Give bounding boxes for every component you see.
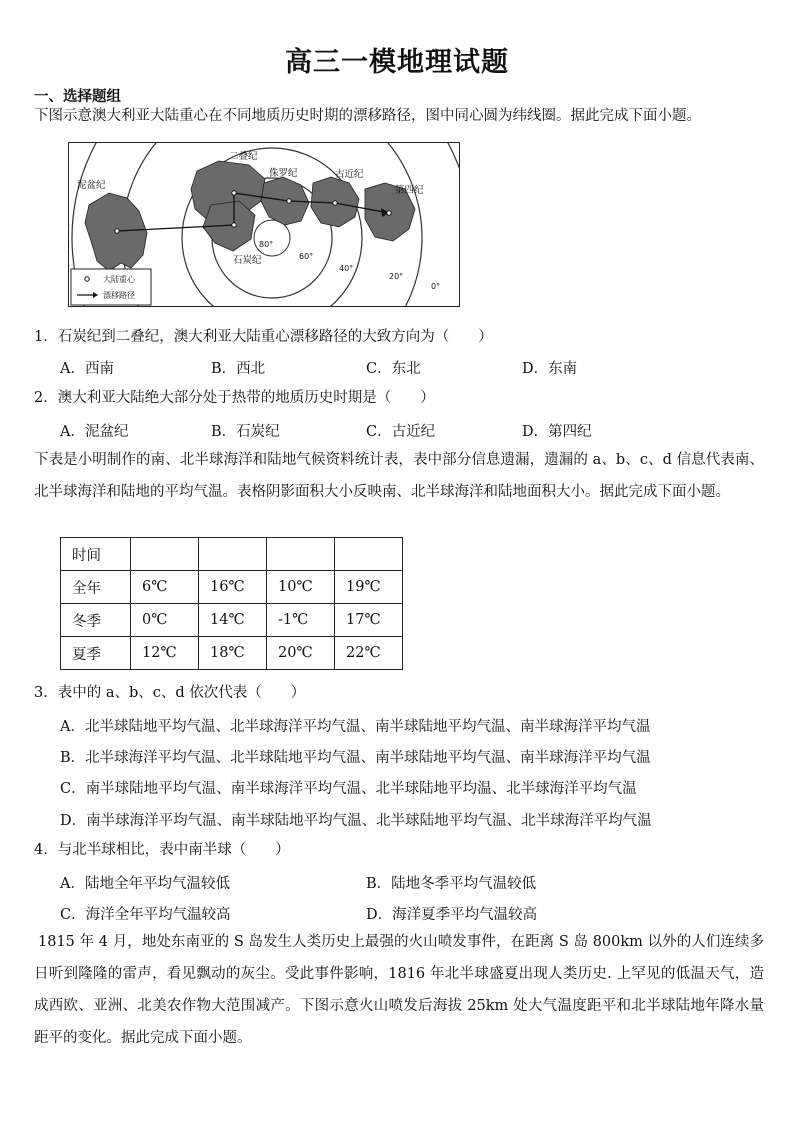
center-point — [232, 223, 236, 227]
legend-path-label: 漂移路径 — [103, 291, 135, 300]
table-cell: 6℃ — [131, 571, 199, 604]
drift-map-svg — [69, 143, 459, 306]
period-label: 泥盆纪 — [77, 180, 106, 191]
center-point — [387, 211, 391, 215]
latitude-label: 40° — [339, 264, 354, 273]
question-2-option-c[interactable]: C．古近纪 — [366, 424, 436, 440]
table-row — [61, 571, 403, 604]
intro-paragraph-3: 1815 年 4 月，地处东南亚的 S 岛发生人类历史上最强的火山喷发事件，在距离 S 岛 800km 以外的人们连续多日听到隆隆的雷声，看见飘动的灰尘。受此事件影响，1816 年北半球盛夏出现人类历史. 上罕见的低温天气，造成西欧、亚洲、北美农作物大范围减产。下图示意火山喷发后海拔 25km 处大气温度距平和北半球陆地年降水量距平的变化。据此完成下面小题。 — [34, 934, 764, 1046]
question-4-stem: 4．与北半球相比，表中南半球（ ） — [34, 842, 290, 858]
legend-center-label: 大陆重心 — [103, 275, 135, 284]
table-cell: 0℃ — [131, 604, 199, 637]
latitude-label: 0° — [431, 282, 441, 291]
period-label: 二叠纪 — [229, 151, 258, 162]
table-cell — [199, 538, 267, 571]
question-3-option-d[interactable]: D．南半球海洋平均气温、南半球陆地平均气温、北半球陆地平均气温、北半球海洋平均气温 — [60, 813, 652, 829]
center-point — [232, 191, 236, 195]
question-2-option-b[interactable]: B．石炭纪 — [211, 424, 280, 440]
table-cell: 16℃ — [199, 571, 267, 604]
question-1-option-c[interactable]: C．东北 — [366, 361, 421, 377]
intro-paragraph-1: 下图示意澳大利亚大陆重心在不同地质历史时期的漂移路径，图中同心圆为纬线圈。据此完成下面小题。 — [34, 108, 701, 124]
page-title: 高三一模地理试题 — [285, 47, 509, 78]
period-label: 侏罗纪 — [269, 168, 298, 179]
legend-center-symbol — [85, 277, 89, 281]
question-4-option-d[interactable]: D．海洋夏季平均气温较高 — [366, 907, 538, 923]
question-3-option-a[interactable]: A．北半球陆地平均气温、北半球海洋平均气温、南半球陆地平均气温、南半球海洋平均气温 — [60, 719, 651, 735]
table-cell — [335, 538, 403, 571]
question-4-option-a[interactable]: A．陆地全年平均气温较低 — [60, 876, 230, 892]
period-label: 第四纪 — [395, 185, 424, 196]
question-4-option-b[interactable]: B．陆地冬季平均气温较低 — [366, 876, 537, 892]
section-heading: 一、选择题组 — [34, 89, 121, 105]
question-2-option-a[interactable]: A．泥盆纪 — [60, 424, 129, 440]
question-3-stem: 3．表中的 a、b、c、d 依次代表（ ） — [34, 685, 306, 701]
period-label: 石炭纪 — [233, 255, 262, 266]
table-row — [61, 637, 403, 670]
table-cell: 18℃ — [199, 637, 267, 670]
table-cell: 20℃ — [267, 637, 335, 670]
table-cell: 时间 — [61, 538, 131, 571]
table-cell — [267, 538, 335, 571]
table-cell: 14℃ — [199, 604, 267, 637]
latitude-circle-80 — [254, 220, 290, 256]
question-1-stem: 1．石炭纪到二叠纪，澳大利亚大陆重心漂移路径的大致方向为（ ） — [34, 329, 493, 345]
table-cell: -1℃ — [267, 604, 335, 637]
intro-paragraph-2: 下表是小明制作的南、北半球海洋和陆地气候资料统计表，表中部分信息遗漏，遗漏的 a、b、c、d 信息代表南、北半球海洋和陆地的平均气温。表格阴影面积大小反映南、北半球海洋和陆地面积大小。据此完成下面小题。 — [34, 452, 764, 500]
table-cell — [131, 538, 199, 571]
table-header-row — [61, 538, 403, 571]
center-point — [287, 199, 291, 203]
period-label: 古近纪 — [335, 169, 364, 180]
latitude-label: 20° — [389, 272, 404, 281]
table-row — [61, 604, 403, 637]
table-cell: 10℃ — [267, 571, 335, 604]
question-2-stem: 2．澳大利亚大陆绝大部分处于热带的地质历史时期是（ ） — [34, 390, 435, 406]
question-1-option-b[interactable]: B．西北 — [211, 361, 266, 377]
latitude-label: 80° — [259, 240, 274, 249]
center-point — [333, 201, 337, 205]
center-point — [115, 229, 119, 233]
climate-table — [60, 537, 403, 670]
question-2-option-d[interactable]: D．第四纪 — [522, 424, 592, 440]
latitude-label: 60° — [299, 252, 314, 261]
table-cell: 19℃ — [335, 571, 403, 604]
question-1-option-d[interactable]: D．东南 — [522, 361, 578, 377]
question-3-option-c[interactable]: C．南半球陆地平均气温、南半球海洋平均气温、北半球陆地平均温、北半球海洋平均气温 — [60, 781, 637, 797]
question-1-option-a[interactable]: A．西南 — [60, 361, 114, 377]
map-legend — [71, 269, 151, 305]
table-cell: 冬季 — [61, 604, 131, 637]
table-cell: 12℃ — [131, 637, 199, 670]
table-cell: 17℃ — [335, 604, 403, 637]
question-3-option-b[interactable]: B．北半球海洋平均气温、北半球陆地平均气温、南半球陆地平均气温、南半球海洋平均气温 — [60, 750, 651, 766]
question-4-option-c[interactable]: C．海洋全年平均气温较高 — [60, 907, 231, 923]
table-cell: 全年 — [61, 571, 131, 604]
table-cell: 22℃ — [335, 637, 403, 670]
drift-map-figure — [68, 142, 460, 307]
table-cell: 夏季 — [61, 637, 131, 670]
